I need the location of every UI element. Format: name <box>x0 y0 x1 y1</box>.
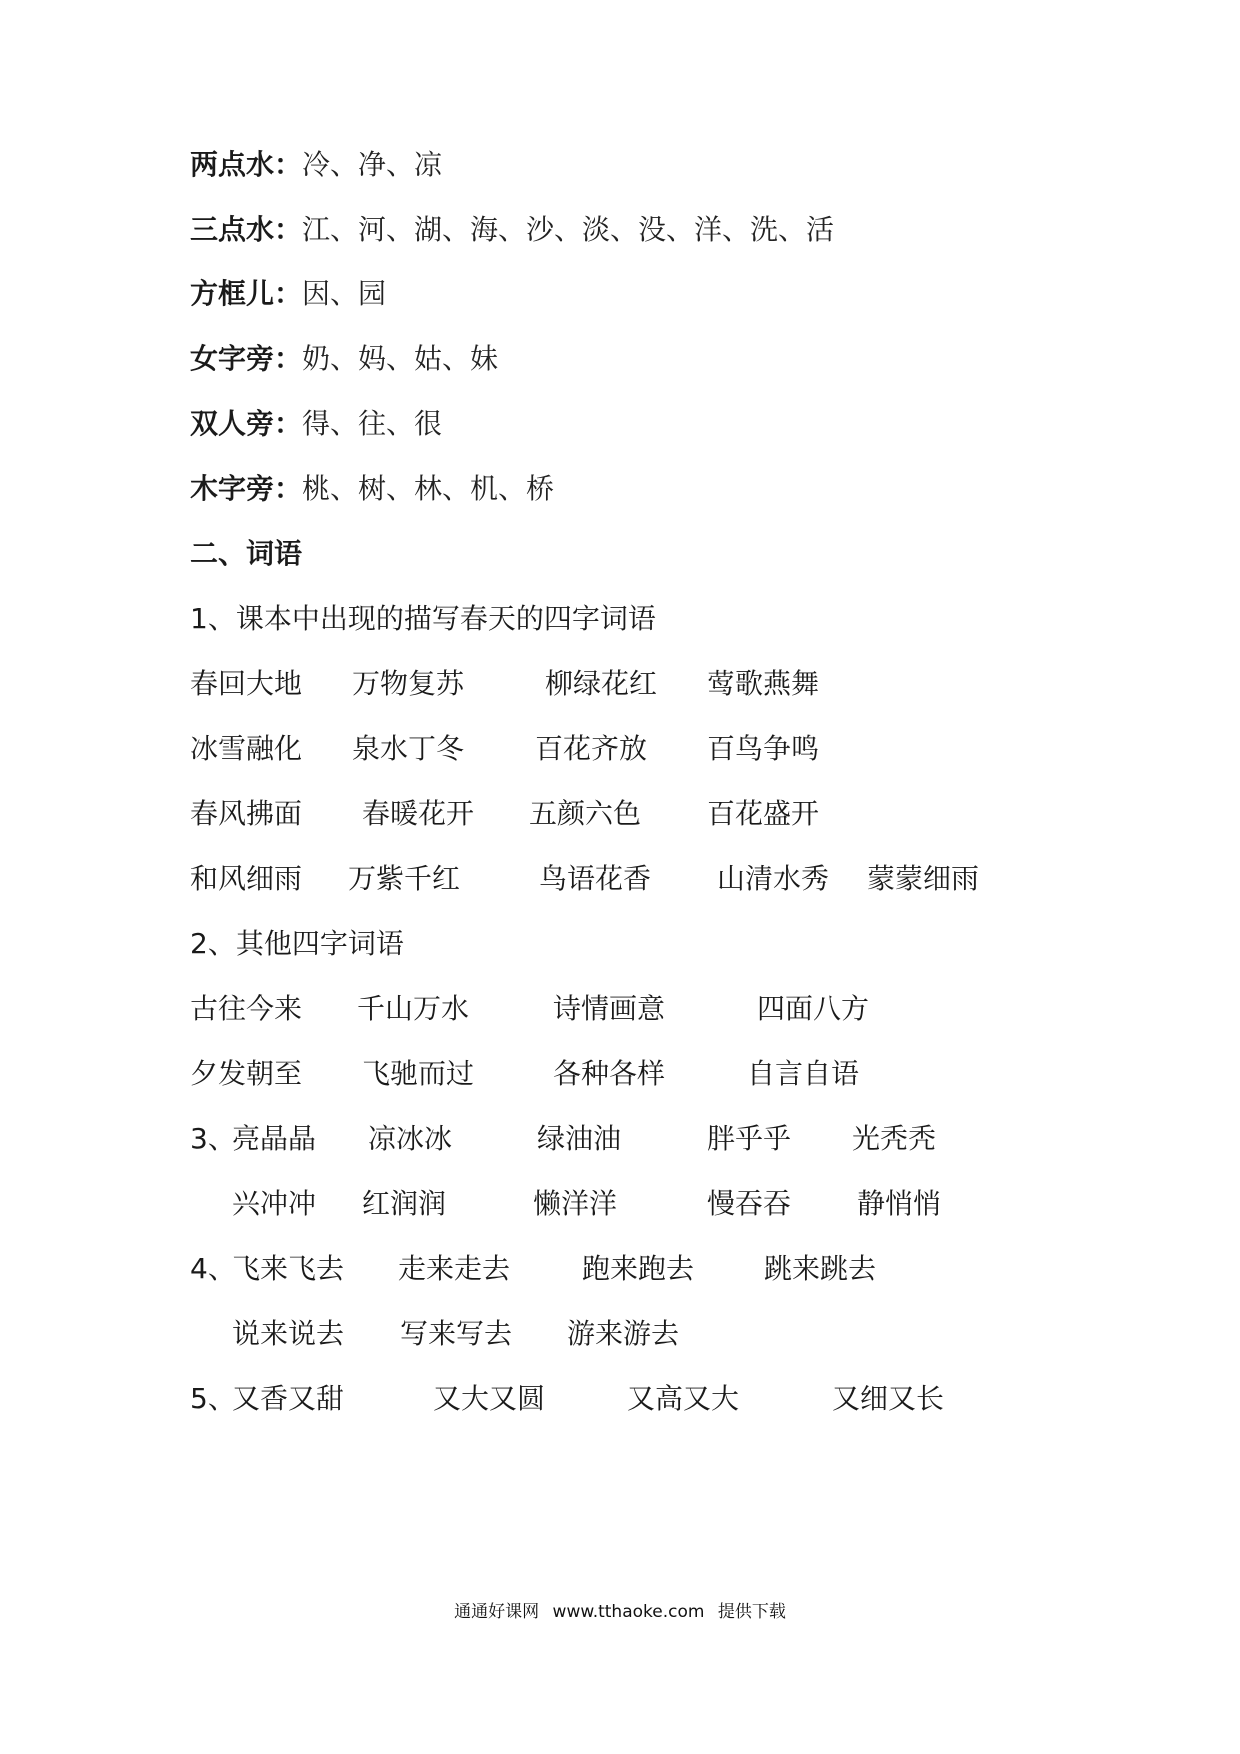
word: 飞驰而过 <box>362 1057 475 1090</box>
word: 百花盛开 <box>707 797 820 830</box>
word: 静悄悄 <box>857 1187 942 1220</box>
radical-chars: 因、园 <box>302 277 387 310</box>
radical-line <box>190 210 834 250</box>
word: 五颜六色 <box>529 797 642 830</box>
subsection-title: 2、其他四字词语 <box>190 927 404 960</box>
word: 冰雪融化 <box>190 732 303 765</box>
word: 跳来跳去 <box>764 1252 877 1285</box>
word: 夕发朝至 <box>190 1057 303 1090</box>
word-row <box>190 1314 1090 1354</box>
radical-name: 双人旁： <box>190 407 303 440</box>
word: 走来走去 <box>398 1252 511 1285</box>
radical-line <box>190 274 386 314</box>
word-row <box>190 1119 1090 1159</box>
word-row <box>190 664 1090 704</box>
word: 诗情画意 <box>553 992 666 1025</box>
radical-name: 女字旁： <box>190 342 303 375</box>
radical-name: 两点水： <box>190 148 303 181</box>
word: 游来游去 <box>567 1317 680 1350</box>
word: 又细又长 <box>832 1382 945 1415</box>
word: 兴冲冲 <box>232 1187 317 1220</box>
word: 莺歌燕舞 <box>707 667 820 700</box>
radical-line <box>190 404 442 444</box>
word-row <box>190 1184 1090 1224</box>
word: 柳绿花红 <box>545 667 658 700</box>
word: 光秃秃 <box>852 1122 937 1155</box>
radical-name: 方框儿： <box>190 277 303 310</box>
word: 又大又圆 <box>433 1382 546 1415</box>
word: 飞来飞去 <box>232 1252 345 1285</box>
word: 红润润 <box>362 1187 447 1220</box>
word: 又香又甜 <box>232 1382 345 1415</box>
word: 蒙蒙细雨 <box>867 862 980 895</box>
item-number: 5、 <box>190 1382 236 1415</box>
radical-line <box>190 469 554 509</box>
footer-note: 提供下载 <box>717 1602 786 1622</box>
word-row <box>190 729 1090 769</box>
word: 百鸟争鸣 <box>707 732 820 765</box>
radical-line <box>190 145 442 185</box>
word: 千山万水 <box>357 992 470 1025</box>
footer-url: www.tthaoke.com <box>552 1602 705 1622</box>
radical-chars: 桃、树、林、机、桥 <box>302 472 555 505</box>
word-row <box>190 1249 1090 1289</box>
footer-site-name: 通通好课网 <box>454 1602 540 1622</box>
word: 胖乎乎 <box>707 1122 792 1155</box>
item-number: 3、 <box>190 1122 236 1155</box>
word: 鸟语花香 <box>539 862 652 895</box>
word-row <box>190 794 1090 834</box>
radical-line <box>190 339 498 379</box>
word-row <box>190 989 1090 1029</box>
word: 泉水丁冬 <box>352 732 465 765</box>
radical-name: 木字旁： <box>190 472 303 505</box>
word: 说来说去 <box>232 1317 345 1350</box>
word: 各种各样 <box>553 1057 666 1090</box>
word: 四面八方 <box>757 992 870 1025</box>
word: 写来写去 <box>400 1317 513 1350</box>
word: 万物复苏 <box>352 667 465 700</box>
radical-chars: 奶、妈、姑、妹 <box>302 342 499 375</box>
radical-name: 三点水： <box>190 213 303 246</box>
word: 慢吞吞 <box>707 1187 792 1220</box>
radical-chars: 得、往、很 <box>302 407 443 440</box>
page-footer <box>0 1600 1240 1624</box>
word: 凉冰冰 <box>368 1122 453 1155</box>
word: 春回大地 <box>190 667 303 700</box>
word: 又高又大 <box>627 1382 740 1415</box>
item-number: 4、 <box>190 1252 236 1285</box>
word: 万紫千红 <box>348 862 461 895</box>
word-row <box>190 1054 1090 1094</box>
word-row <box>190 859 1090 899</box>
word: 春风拂面 <box>190 797 303 830</box>
word: 跑来跑去 <box>582 1252 695 1285</box>
subsection-title: 1、课本中出现的描写春天的四字词语 <box>190 602 656 635</box>
radical-chars: 江、河、湖、海、沙、淡、没、洋、洗、活 <box>302 213 835 246</box>
word: 春暖花开 <box>362 797 475 830</box>
section-heading: 二、词语 <box>190 537 303 570</box>
word: 自言自语 <box>747 1057 860 1090</box>
word: 古往今来 <box>190 992 303 1025</box>
word: 绿油油 <box>537 1122 622 1155</box>
word: 懒洋洋 <box>533 1187 618 1220</box>
word: 亮晶晶 <box>232 1122 317 1155</box>
word-row <box>190 1379 1090 1419</box>
word: 百花齐放 <box>535 732 648 765</box>
word: 山清水秀 <box>717 862 830 895</box>
word: 和风细雨 <box>190 862 303 895</box>
radical-chars: 冷、净、凉 <box>302 148 443 181</box>
